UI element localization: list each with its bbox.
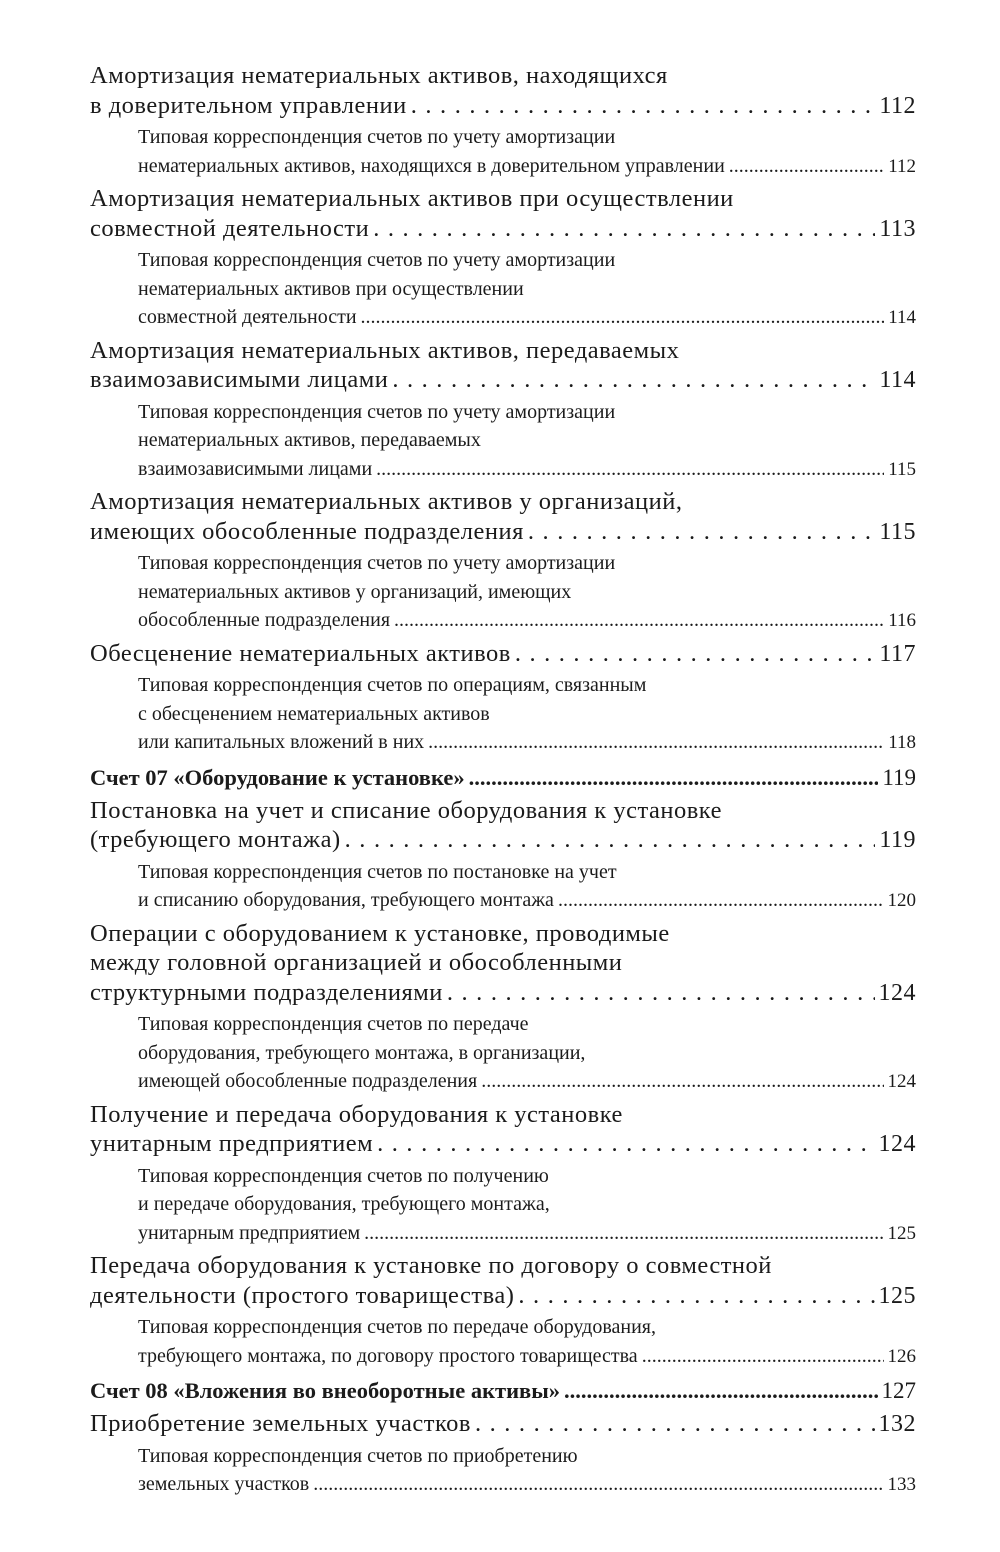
toc-section: [90, 487, 916, 547]
toc-title-line: Получение и передача оборудования к установке: [90, 1100, 623, 1128]
page-number: 132: [878, 1411, 916, 1437]
toc-title-line: деятельности (простого товарищества): [90, 1281, 515, 1309]
toc-chapter: [90, 763, 916, 793]
toc-subsection: [90, 1010, 916, 1097]
dot-leader: [447, 978, 875, 1008]
toc-subsection: [90, 858, 916, 916]
toc-title-line: и списанию оборудования, требующего монтажа: [138, 889, 554, 911]
toc-title-line: взаимозависимыми лицами: [90, 366, 389, 393]
toc-title-row: [90, 978, 916, 1009]
dot-leader: [475, 1409, 875, 1439]
dot-leader: [515, 639, 876, 669]
toc-title-line: и передаче оборудования, требующего монтажа,: [138, 1193, 550, 1215]
toc-title-line: Типовая корреспонденция счетов по учету амортизации: [138, 552, 616, 574]
toc-title-line: совместной деятельности: [90, 214, 370, 242]
toc-title-row: [90, 214, 916, 245]
page-number: 124: [887, 1071, 916, 1092]
page-number: 126: [887, 1345, 916, 1367]
page-number: 115: [888, 458, 916, 480]
toc-title-line: обособленные подразделения: [138, 609, 391, 631]
page-number: 112: [888, 155, 916, 177]
toc-title-row: [138, 728, 916, 758]
toc-subsection: [90, 1313, 916, 1371]
toc-title-line: или капитальных вложений в них: [138, 731, 425, 753]
dot-leader: [394, 606, 884, 635]
toc-title-line: нематериальных активов, находящихся в доверительном управлении: [138, 154, 725, 177]
dot-leader: [564, 1376, 877, 1406]
toc-section: [90, 1409, 916, 1440]
toc-title-line: Типовая корреспонденция счетов по передаче оборудования,: [138, 1316, 657, 1338]
dot-leader: [481, 1067, 883, 1096]
toc-title-line: с обесценением нематериальных активов: [138, 702, 490, 725]
page-number: 133: [887, 1474, 916, 1495]
toc-title-line: Амортизация нематериальных активов при осуществлении: [90, 185, 734, 212]
toc-title-line: структурными подразделениями: [90, 978, 443, 1006]
dot-leader: [729, 152, 884, 181]
dot-leader: [392, 365, 875, 395]
toc-title-row: [90, 91, 916, 122]
dot-leader: [313, 1470, 883, 1499]
toc-section: [90, 796, 916, 856]
dot-leader: [361, 303, 885, 332]
toc-subsection: [90, 123, 916, 181]
toc-title-line: земельных участков: [138, 1473, 310, 1495]
toc-title-line: Обесценение нематериальных активов: [90, 639, 511, 667]
toc-title-row: [90, 1409, 916, 1440]
page-number: 119: [882, 764, 916, 790]
dot-leader: [376, 455, 884, 484]
toc-title-line: имеющей обособленные подразделения: [138, 1070, 478, 1092]
toc-title-line: совместной деятельности: [138, 306, 357, 328]
toc-title-line: Типовая корреспонденция счетов по операциям, связанным: [138, 674, 647, 696]
dot-leader: [373, 214, 875, 244]
toc-subsection: [90, 246, 916, 333]
page-number: 125: [887, 1222, 916, 1244]
toc-title-line: нематериальных активов, передаваемых: [138, 429, 481, 451]
toc-title-line: между головной организацией и обособленными: [90, 949, 623, 976]
toc-title-line: требующего монтажа, по договору простого товарищества: [138, 1344, 638, 1367]
toc-section: [90, 336, 916, 396]
page-number: 113: [879, 215, 916, 242]
toc-title-row: [90, 639, 916, 670]
page-number: 125: [878, 1282, 916, 1309]
dot-leader: [518, 1281, 874, 1311]
toc-title-line: Амортизация нематериальных активов, передаваемых: [90, 336, 680, 364]
page-number: 116: [888, 610, 916, 631]
page-number: 114: [879, 367, 916, 393]
toc-title-line: Операции с оборудованием к установке, проводимые: [90, 919, 670, 947]
toc-title-row: [90, 763, 916, 793]
table-of-contents: [90, 58, 916, 1500]
toc-title-row: [138, 1219, 916, 1249]
toc-title-row: [138, 1067, 916, 1097]
toc-section: [90, 61, 916, 121]
toc-subsection: [90, 549, 916, 636]
toc-title-row: [138, 606, 916, 636]
page-number: 119: [879, 827, 916, 853]
toc-title-line: Постановка на учет и списание оборудования к установке: [90, 796, 722, 824]
dot-leader: [428, 728, 884, 757]
toc-title-line: Амортизация нематериальных активов у организаций,: [90, 488, 683, 515]
toc-chapter: [90, 1376, 916, 1406]
page-number: 117: [879, 640, 916, 667]
toc-subsection: [90, 671, 916, 758]
dot-leader: [364, 1219, 883, 1248]
dot-leader: [469, 763, 879, 793]
toc-subsection: [90, 398, 916, 485]
page-number: 127: [881, 1378, 916, 1403]
page-number: 112: [879, 92, 916, 119]
toc-title-line: Счет 07 «Оборудование к установке»: [90, 764, 465, 790]
toc-title-line: Типовая корреспонденция счетов по получению: [138, 1164, 549, 1187]
toc-title-row: [90, 517, 916, 548]
toc-title-line: Типовая корреспонденция счетов по передаче: [138, 1013, 529, 1035]
toc-title-row: [90, 1281, 916, 1312]
page-number: 124: [878, 1131, 916, 1157]
toc-section: [90, 184, 916, 244]
toc-title-row: [138, 152, 916, 182]
toc-title-line: Передача оборудования к установке по договору о совместной: [90, 1252, 772, 1279]
toc-title-line: Типовая корреспонденция счетов по учету амортизации: [138, 249, 616, 271]
toc-section: [90, 639, 916, 670]
dot-leader: [411, 91, 876, 121]
page-number: 120: [887, 890, 916, 911]
toc-title-line: Типовая корреспонденция счетов по учету амортизации: [138, 126, 616, 148]
toc-title-row: [90, 1376, 916, 1406]
dot-leader: [528, 517, 875, 547]
toc-title-line: нематериальных активов при осуществлении: [138, 277, 524, 300]
toc-title-line: унитарным предприятием: [90, 1130, 374, 1157]
toc-title-line: в доверительном управлении: [90, 91, 407, 119]
toc-section: [90, 1251, 916, 1311]
page-number: 115: [879, 518, 916, 545]
toc-title-row: [138, 1342, 916, 1372]
toc-title-line: (требующего монтажа): [90, 826, 341, 853]
dot-leader: [558, 886, 884, 915]
toc-title-line: Типовая корреспонденция счетов по учету амортизации: [138, 400, 616, 423]
toc-title-line: нематериальных активов у организаций, имеющих: [138, 580, 572, 603]
toc-title-row: [138, 455, 916, 485]
dot-leader: [377, 1129, 874, 1159]
toc-title-line: Типовая корреспонденция счетов по приобретению: [138, 1444, 578, 1467]
toc-title-row: [138, 303, 916, 333]
toc-title-row: [138, 1470, 916, 1500]
page-number: 114: [888, 307, 916, 328]
dot-leader: [345, 825, 876, 855]
toc-title-row: [90, 1129, 916, 1160]
page-number: 124: [878, 979, 916, 1006]
toc-section: [90, 919, 916, 1009]
toc-title-row: [90, 365, 916, 396]
toc-title-row: [138, 886, 916, 916]
page-number: 118: [888, 732, 916, 753]
toc-title-line: Счет 08 «Вложения во внеоборотные активы»: [90, 1378, 561, 1403]
toc-subsection: [90, 1442, 916, 1500]
toc-title-line: Типовая корреспонденция счетов по постановке на учет: [138, 860, 617, 883]
toc-title-line: унитарным предприятием: [138, 1221, 361, 1244]
toc-title-line: имеющих обособленные подразделения: [90, 517, 524, 545]
toc-title-line: оборудования, требующего монтажа, в организации,: [138, 1041, 586, 1064]
toc-title-line: Приобретение земельных участков: [90, 1410, 471, 1437]
toc-section: [90, 1100, 916, 1160]
toc-title-row: [90, 825, 916, 856]
dot-leader: [642, 1342, 884, 1371]
toc-title-line: взаимозависимыми лицами: [138, 457, 373, 480]
toc-title-line: Амортизация нематериальных активов, находящихся: [90, 62, 668, 89]
toc-subsection: [90, 1162, 916, 1249]
